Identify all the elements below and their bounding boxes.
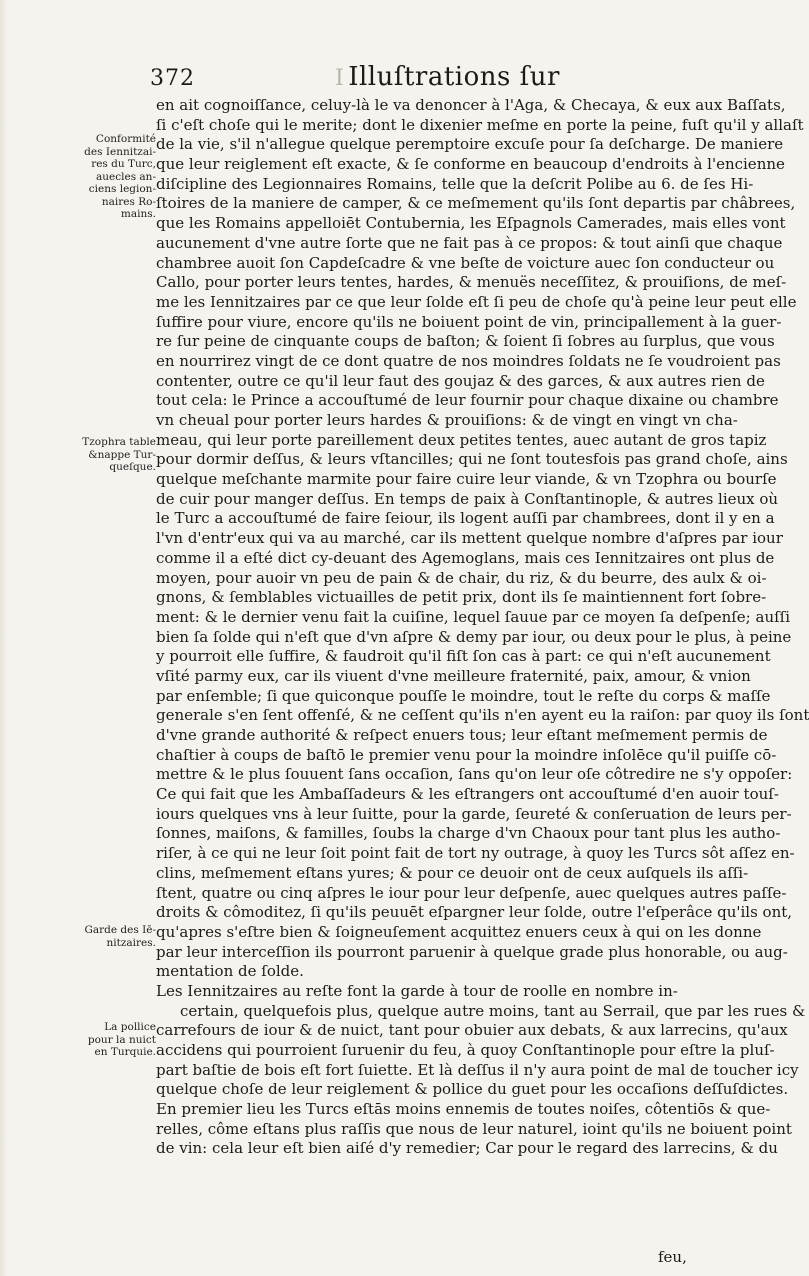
text-line: y pourroit elle ſuffire, & faudroit qu'il fiſt ſon cas à part: ce qui n'eſt aucunement (156, 647, 771, 666)
text-line: comme il a eſté dict cy-deuant des Agemoglans, mais ces Iennitzaires ont plus de (156, 548, 775, 567)
margin-note-line: nitzaires. (106, 936, 156, 949)
margin-note (80, 436, 156, 474)
margin-note-line: Conformité (95, 133, 156, 145)
margin-note-line: en Turquie. (94, 1046, 156, 1058)
text-line: par leur interceſſion ils pourront paruenir à quelque grade plus honorable, ou aug- (156, 942, 788, 961)
text-line: moyen, pour auoir vn peu de pain & de chair, du riz, & du beurre, des aulx & oi- (156, 568, 767, 587)
page-header (150, 58, 690, 94)
running-title-bleed: I (335, 66, 345, 91)
text-line: mettre & le plus ſouuent ſans occaſion, ſans qu'on leur oſe côtredire ne s'y oppoſer: (156, 765, 793, 784)
text-line: Les Iennitzaires au reſte font la garde à tour de roolle en nombre in- (156, 981, 678, 1000)
text-line: En premier lieu les Turcs eſtās moins ennemis de toutes noiſes, côtentiōs & que- (156, 1100, 771, 1119)
text-line: bien ſa ſolde qui n'eſt que d'vn aſpre & demy par iour, ou deux pour le plus, à peine (156, 627, 792, 646)
text-line: me les Iennitzaires par ce que leur ſolde eſt ſi peu de choſe qu'à peine leur peut elle (156, 292, 797, 311)
text-line: aucunement d'vne autre ſorte que ne fait pas à ce propos: & tout ainſi que chaque (156, 233, 783, 252)
text-line: que les Romains appelloiēt Contubernia, les Eſpagnols Camerades, mais elles vont (156, 214, 786, 233)
body-text (156, 96, 809, 1159)
text-line: ſi c'eſt choſe qui le merite; dont le dixenier meſme en porte la peine, fuſt qu'il y allaſt (156, 115, 804, 134)
margin-note-line: res du Turc, (91, 158, 156, 170)
text-line: riſer, à ce qui ne leur ſoit point fait de tort ny outrage, à quoy les Turcs sôt aſſez en- (156, 844, 795, 863)
text-line: Ce qui fait que les Ambaſſadeurs & les eſtrangers ont accouſtumé d'en auoir touſ- (156, 785, 779, 804)
text-line: ſtoires de la maniere de camper, & ce meſmement qu'ils ſont departis par châbrees, (156, 194, 796, 213)
text-line: ſonnes, maiſons, & familles, ſoubs la charge d'vn Chaoux pour tant plus les autho- (156, 824, 781, 843)
text-line: tout cela: le Prince a accouſtumé de leur fournir pour chaque dixaine ou chambre (156, 391, 779, 410)
margin-note-line: Tzophra table (82, 436, 156, 448)
text-line: ſuffire pour viure, encore qu'ils ne boiuent point de vin, principallement à la guer- (156, 312, 782, 331)
running-title-text: Illuſtrations ſur (348, 62, 560, 92)
text-line: quelque choſe de leur reiglement & pollice du guet pour les occaſions deſſuſdictes. (156, 1080, 789, 1099)
margin-note-line: Garde des Iē- (84, 924, 156, 936)
text-line: de vin: cela leur eſt bien aiſé d'y remedier; Car pour le regard des larrecins, & du (156, 1139, 778, 1158)
text-line: iours quelques vns à leur ſuitte, pour la garde, ſeureté & conſeruation de leurs per- (156, 804, 792, 823)
page-number: 372 (150, 66, 195, 91)
margin-note-line: auecles an- (96, 170, 156, 183)
text-line: par enſemble; ſi que quiconque pouſſe le moindre, tout le reſte du corps & maſſe (156, 686, 771, 705)
text-line: qu'apres s'eſtre bien & ſoigneuſement acquittez enuers ceux à qui on les donne (156, 922, 762, 941)
text-line: vn cheual pour porter leurs hardes & prouiſions: & de vingt en vingt vn cha- (156, 411, 738, 429)
margin-note (80, 924, 156, 949)
text-line: diſcipline des Legionnaires Romains, telle que la deſcrit Polibe au 6. de ſes Hi- (156, 174, 754, 193)
text-line: meau, qui leur porte pareillement deux petites tentes, auec autant de gros tapiz (156, 430, 767, 449)
text-line: vſité parmy eux, car ils viuent d'vne meilleure fraternité, paix, amour, & vnion (156, 666, 751, 685)
text-line: d'vne grande authorité & reſpect enuers tous; leur eſtant meſmement permis de (156, 726, 768, 744)
text-line: mentation de ſolde. (156, 962, 304, 981)
margin-note-line: mains. (120, 208, 156, 220)
text-line: part baſtie de bois eſt fort ſuiette. Et là deſſus il n'y aura point de mal de toucher icy (156, 1060, 799, 1079)
text-line: en nourrirez vingt de ce dont quatre de nos moindres ſoldats ne ſe voudroient pas (156, 351, 781, 370)
text-line: de cuir pour manger deſſus. En temps de paix à Conſtantinople, & autres lieux où (156, 489, 779, 508)
text-line: l'vn d'entr'eux qui va au marché, car ils mettent quelque nombre d'aſpres par iour (156, 529, 783, 548)
text-line: generale s'en ſent offenſé, & ne ceſſent qu'ils n'en ayent eu la raiſon: par quoy ils ſont (156, 706, 809, 725)
margin-note-line: pour la nuict (87, 1033, 156, 1046)
text-line: ſtent, quatre ou cinq aſpres le iour pour leur deſpenſe, auec quelques autres paſſe- (156, 883, 787, 902)
margin-note-line: queſque. (109, 461, 156, 473)
text-line: droits & cômoditez, ſi qu'ils peuuēt eſpargner leur ſolde, outre l'eſperâce qu'ils ont, (156, 903, 793, 922)
text-line: en ait cognoiſſance, celuy-là le va denoncer à l'Aga, & Checaya, & eux aux Baſſats, (156, 96, 786, 114)
text-line: certain, quelquefois plus, quelque autre moins, tant au Serrail, que par les rues & (180, 1001, 806, 1020)
margin-note-line: La pollice (104, 1021, 156, 1033)
text-line: Callo, pour porter leurs tentes, hardes, & menuës neceſſitez, & prouiſions, de meſ- (156, 273, 787, 292)
text-line: quelque meſchante marmite pour faire cuire leur viande, & vn Tzophra ou bourſe (156, 470, 777, 489)
margin-note (80, 1021, 156, 1059)
text-line: carrefours de iour & de nuict, tant pour obuier aux debats, & aux larrecins, qu'aux (156, 1021, 788, 1040)
text-line: ment: & le dernier venu fait la cuiſine, lequel ſauue par ce moyen ſa deſpenſe; auſſi (156, 607, 791, 626)
margin-note-line: &nappe Tur- (88, 448, 156, 461)
text-line: clins, meſmement eſtans yures; & pour ce deuoir ont de ceux auſquels ils aſſi- (156, 863, 749, 882)
text-line: le Turc a accouſtumé de faire ſeiour, ils logent auſſi par chambrees, dont il y en a (156, 509, 775, 528)
text-line: relles, côme eſtans plus raſſis que nous de leur naturel, ioint qu'ils ne boiuent point (156, 1119, 792, 1138)
margin-note-line: ciens legion- (88, 183, 156, 195)
page-edge-shadow (0, 0, 8, 1276)
text-line: que leur reiglement eſt exacte, & ſe conforme en beaucoup d'endroits à l'encienne (156, 155, 785, 174)
text-line: chambree auoit ſon Capdeſcadre & vne beſte de voicture auec ſon conducteur ou (156, 253, 775, 272)
text-line: gnons, & ſemblables victuailles de petit prix, dont ils ſe maintiennent fort ſobre- (156, 588, 767, 607)
margin-note (80, 133, 156, 221)
catchword: feu, (658, 1248, 687, 1266)
margin-note-line: des Iennitzai- (84, 145, 156, 158)
text-line: pour dormir deſſus, & leurs vſtancilles; qui ne ſont toutesfois pas grand choſe, ains (156, 450, 788, 469)
margin-note-line: naires Ro- (101, 195, 156, 208)
running-title (335, 62, 560, 92)
text-line: de la vie, s'il n'allegue quelque peremptoire excuſe pour ſa deſcharge. De maniere (156, 135, 784, 154)
text-line: chaſtier à coups de baſtō le premier venu pour la moindre inſolēce qu'il puiſſe cō- (156, 745, 777, 764)
text-line: accidens qui pourroient ſuruenir du feu, à quoy Conſtantinople pour eſtre la pluſ- (156, 1041, 775, 1059)
text-line: re ſur peine de cinquante coups de baſton; & ſoient ſi ſobres au ſurplus, que vous (156, 332, 775, 351)
text-line: contenter, outre ce qu'il leur faut des goujaz & des garces, & aux autres rien de (156, 371, 765, 390)
